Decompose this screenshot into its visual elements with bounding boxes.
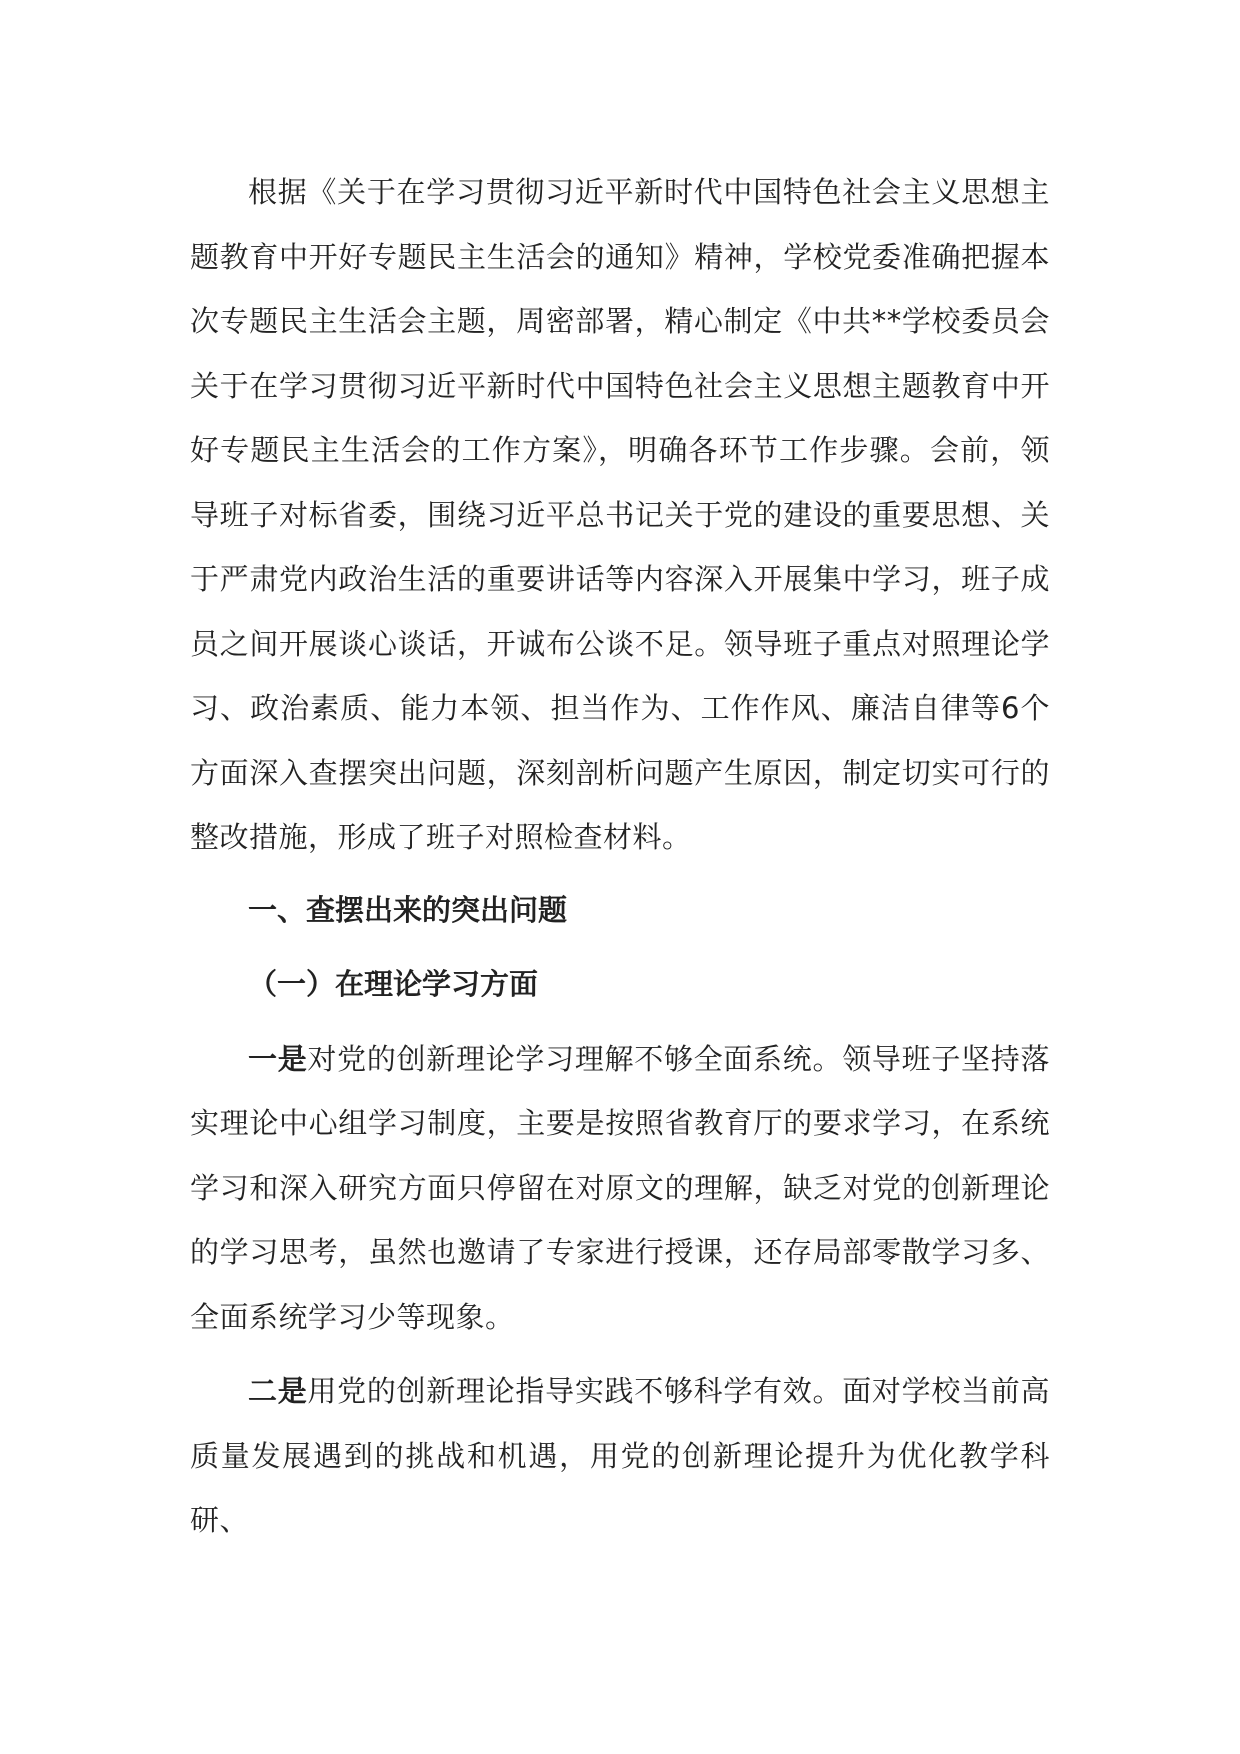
- intro-paragraph: 根据《关于在学习贯彻习近平新时代中国特色社会主义思想主题教育中开好专题民主生活会的通知》精神，学校党委准确把握本次专题民主生活会主题，周密部署，精心制定《中共**学校委员会关于在学习贯彻习近平新时代中国特色社会主义思想主题教育中开好专题民主生活会的工作方案》，明确各环节工作步骤。会前，领导班子对标省委，围绕习近平总书记关于党的建设的重要思想、关于严肃党内政治生活的重要讲话等内容深入开展集中学习，班子成员之间开展谈心谈话，开诚布公谈不足。领导班子重点对照理论学习、政治素质、能力本领、担当作为、工作作风、廉洁自律等6个方面深入查摆突出问题，深刻剖析问题产生原因，制定切实可行的整改措施，形成了班子对照检查材料。: [190, 175, 1050, 854]
- item-text-1: 对党的创新理论学习理解不够全面系统。领导班子坚持落实理论中心组学习制度，主要是按照省教育厅的要求学习，在系统学习和深入研究方面只停留在对原文的理解，缺乏对党的创新理论的学习思考，虽然也邀请了专家进行授课，还存局部零散学习多、全面系统学习少等现象。: [190, 1041, 1050, 1334]
- item-paragraph-2: [190, 1359, 1050, 1553]
- document-page: [190, 160, 1050, 1553]
- item-lead-2: 二是: [248, 1374, 308, 1408]
- subsection-heading: （一）在理论学习方面: [248, 967, 539, 1001]
- item-text-2: 用党的创新理论指导实践不够科学有效。面对学校当前高质量发展遇到的挑战和机遇，用党的创新理论提升为优化教学科研、: [190, 1374, 1050, 1537]
- section-heading: 一、查摆出来的突出问题: [248, 892, 568, 927]
- item-lead-1: 一是: [248, 1041, 308, 1076]
- item-paragraph-1: [190, 1027, 1050, 1350]
